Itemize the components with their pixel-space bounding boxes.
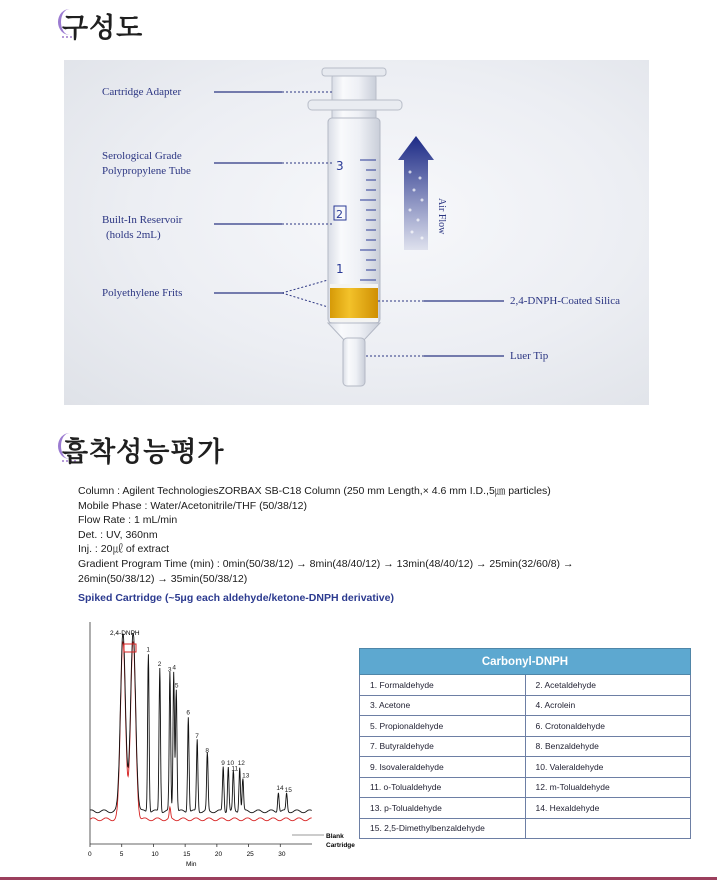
peak-label: 6: [186, 709, 190, 717]
table-cell: 8. Benzaldehyde: [525, 736, 691, 757]
table-cell: 11. o-Tolualdehyde: [360, 777, 526, 798]
table-row: [360, 798, 691, 819]
table-row: [360, 736, 691, 757]
x-tick-label: 5: [119, 851, 124, 858]
section-title-composition: 구성도: [62, 13, 144, 44]
table-cell: 9. Isovaleraldehyde: [360, 757, 526, 778]
carbonyl-dnph-table: [359, 648, 691, 839]
legend-blank-line1: Blank: [326, 833, 344, 840]
table-cell: 13. p-Tolualdehyde: [360, 798, 526, 819]
spec-gradient-1: Gradient Program Time (min) : 0min(50/38/12) → 8min(48/40/12) → 13min(48/40/12) → 25min(32/60/8) →: [78, 557, 574, 570]
spec-gradient-2: 26min(50/38/12) → 35min(50/38/12): [78, 572, 248, 585]
peak-label: 3: [167, 666, 172, 674]
table-cell: 12. m-Tolualdehyde: [525, 777, 691, 798]
x-tick-label: 15: [183, 851, 191, 858]
label-frits: Polyethylene Frits: [102, 287, 183, 299]
x-tick-label: 25: [246, 851, 254, 858]
table-cell: 10. Valeraldehyde: [525, 757, 691, 778]
table-cell: 4. Acrolein: [525, 695, 691, 716]
peak-label: 7: [195, 733, 199, 740]
peak-label: 5: [174, 682, 179, 690]
spec-det: Det. : UV, 360nm: [78, 528, 158, 541]
x-tick-label: 10: [151, 851, 159, 858]
label-reservoir: [102, 213, 214, 243]
spec-inj: Inj. : 20㎕ of extract: [78, 543, 170, 556]
table-cell: 7. Butyraldehyde: [360, 736, 526, 757]
table-cell: 14. Hexaldehyde: [525, 798, 691, 819]
table-row: [360, 757, 691, 778]
table-cell: [525, 818, 691, 839]
table-row: [360, 777, 691, 798]
table-row: [360, 695, 691, 716]
label-reservoir-line2: (holds 2mL): [106, 229, 161, 241]
peak-label: 1: [146, 646, 150, 654]
peak-label: 14: [276, 785, 284, 793]
table-cell: 2. Acetaldehyde: [525, 675, 691, 696]
x-tick-label: 0: [88, 851, 92, 858]
legend-blank-line2: Cartridge: [326, 842, 355, 849]
spiked-cartridge-heading: Spiked Cartridge (~5μg each aldehyde/ketone-DNPH derivative): [78, 592, 394, 604]
table-cell: 6. Crotonaldehyde: [525, 716, 691, 737]
x-tick-label: 30: [278, 851, 286, 858]
chromatogram: [80, 622, 360, 872]
peak-label: 13: [242, 772, 250, 780]
label-luer: Luer Tip: [510, 350, 549, 362]
peak-label: 9: [221, 760, 225, 767]
mark-2: 2: [336, 208, 343, 221]
peak-label: 10: [226, 760, 235, 767]
table-row: [360, 716, 691, 737]
dnph-label: 2,4-DNPH: [110, 630, 140, 637]
spec-flow-rate: Flow Rate : 1 mL/min: [78, 514, 178, 527]
peak-label: 12: [237, 760, 245, 767]
label-tube-line2: Polypropylene Tube: [102, 165, 191, 177]
peak-label: 8: [205, 747, 209, 755]
label-reservoir-line1: Built-In Reservoir: [102, 214, 183, 226]
mark-3: 3: [336, 159, 344, 173]
peak-label: 2: [157, 661, 162, 668]
x-axis-label: Min: [186, 861, 197, 868]
table-row: [360, 675, 691, 696]
spec-mobile-phase: Mobile Phase : Water/Acetonitrile/THF (50/38/12): [78, 499, 307, 512]
table-cell: 3. Acetone: [360, 695, 526, 716]
table-cell: 5. Propionaldehyde: [360, 716, 526, 737]
x-tick-label: 20: [214, 851, 223, 858]
table-header: Carbonyl-DNPH: [360, 649, 691, 675]
peak-label: 15: [284, 787, 292, 794]
label-silica: 2,4-DNPH-Coated Silica: [510, 295, 620, 307]
spec-column: Column : Agilent TechnologiesZORBAX SB-C18 Column (250 mm Length,× 4.6 mm I.D.,5㎛ particles): [78, 485, 551, 497]
method-specs: [78, 484, 573, 586]
table-cell: 1. Formaldehyde: [360, 675, 526, 696]
mark-1: 1: [336, 262, 344, 276]
table-cell: 15. 2,5-Dimethylbenzaldehyde: [360, 818, 526, 839]
label-tube: [102, 149, 191, 179]
cartridge-photo: [64, 60, 649, 405]
label-cartridge-adapter: Cartridge Adapter: [102, 86, 182, 98]
peak-label: 11: [231, 765, 239, 773]
peak-label: 4: [172, 664, 176, 672]
table-row: [360, 818, 691, 839]
air-flow-label: Air Flow: [436, 198, 447, 235]
section-title-adsorption: 흡착성능평가: [62, 437, 225, 468]
label-tube-line1: Serological Grade: [102, 150, 182, 162]
